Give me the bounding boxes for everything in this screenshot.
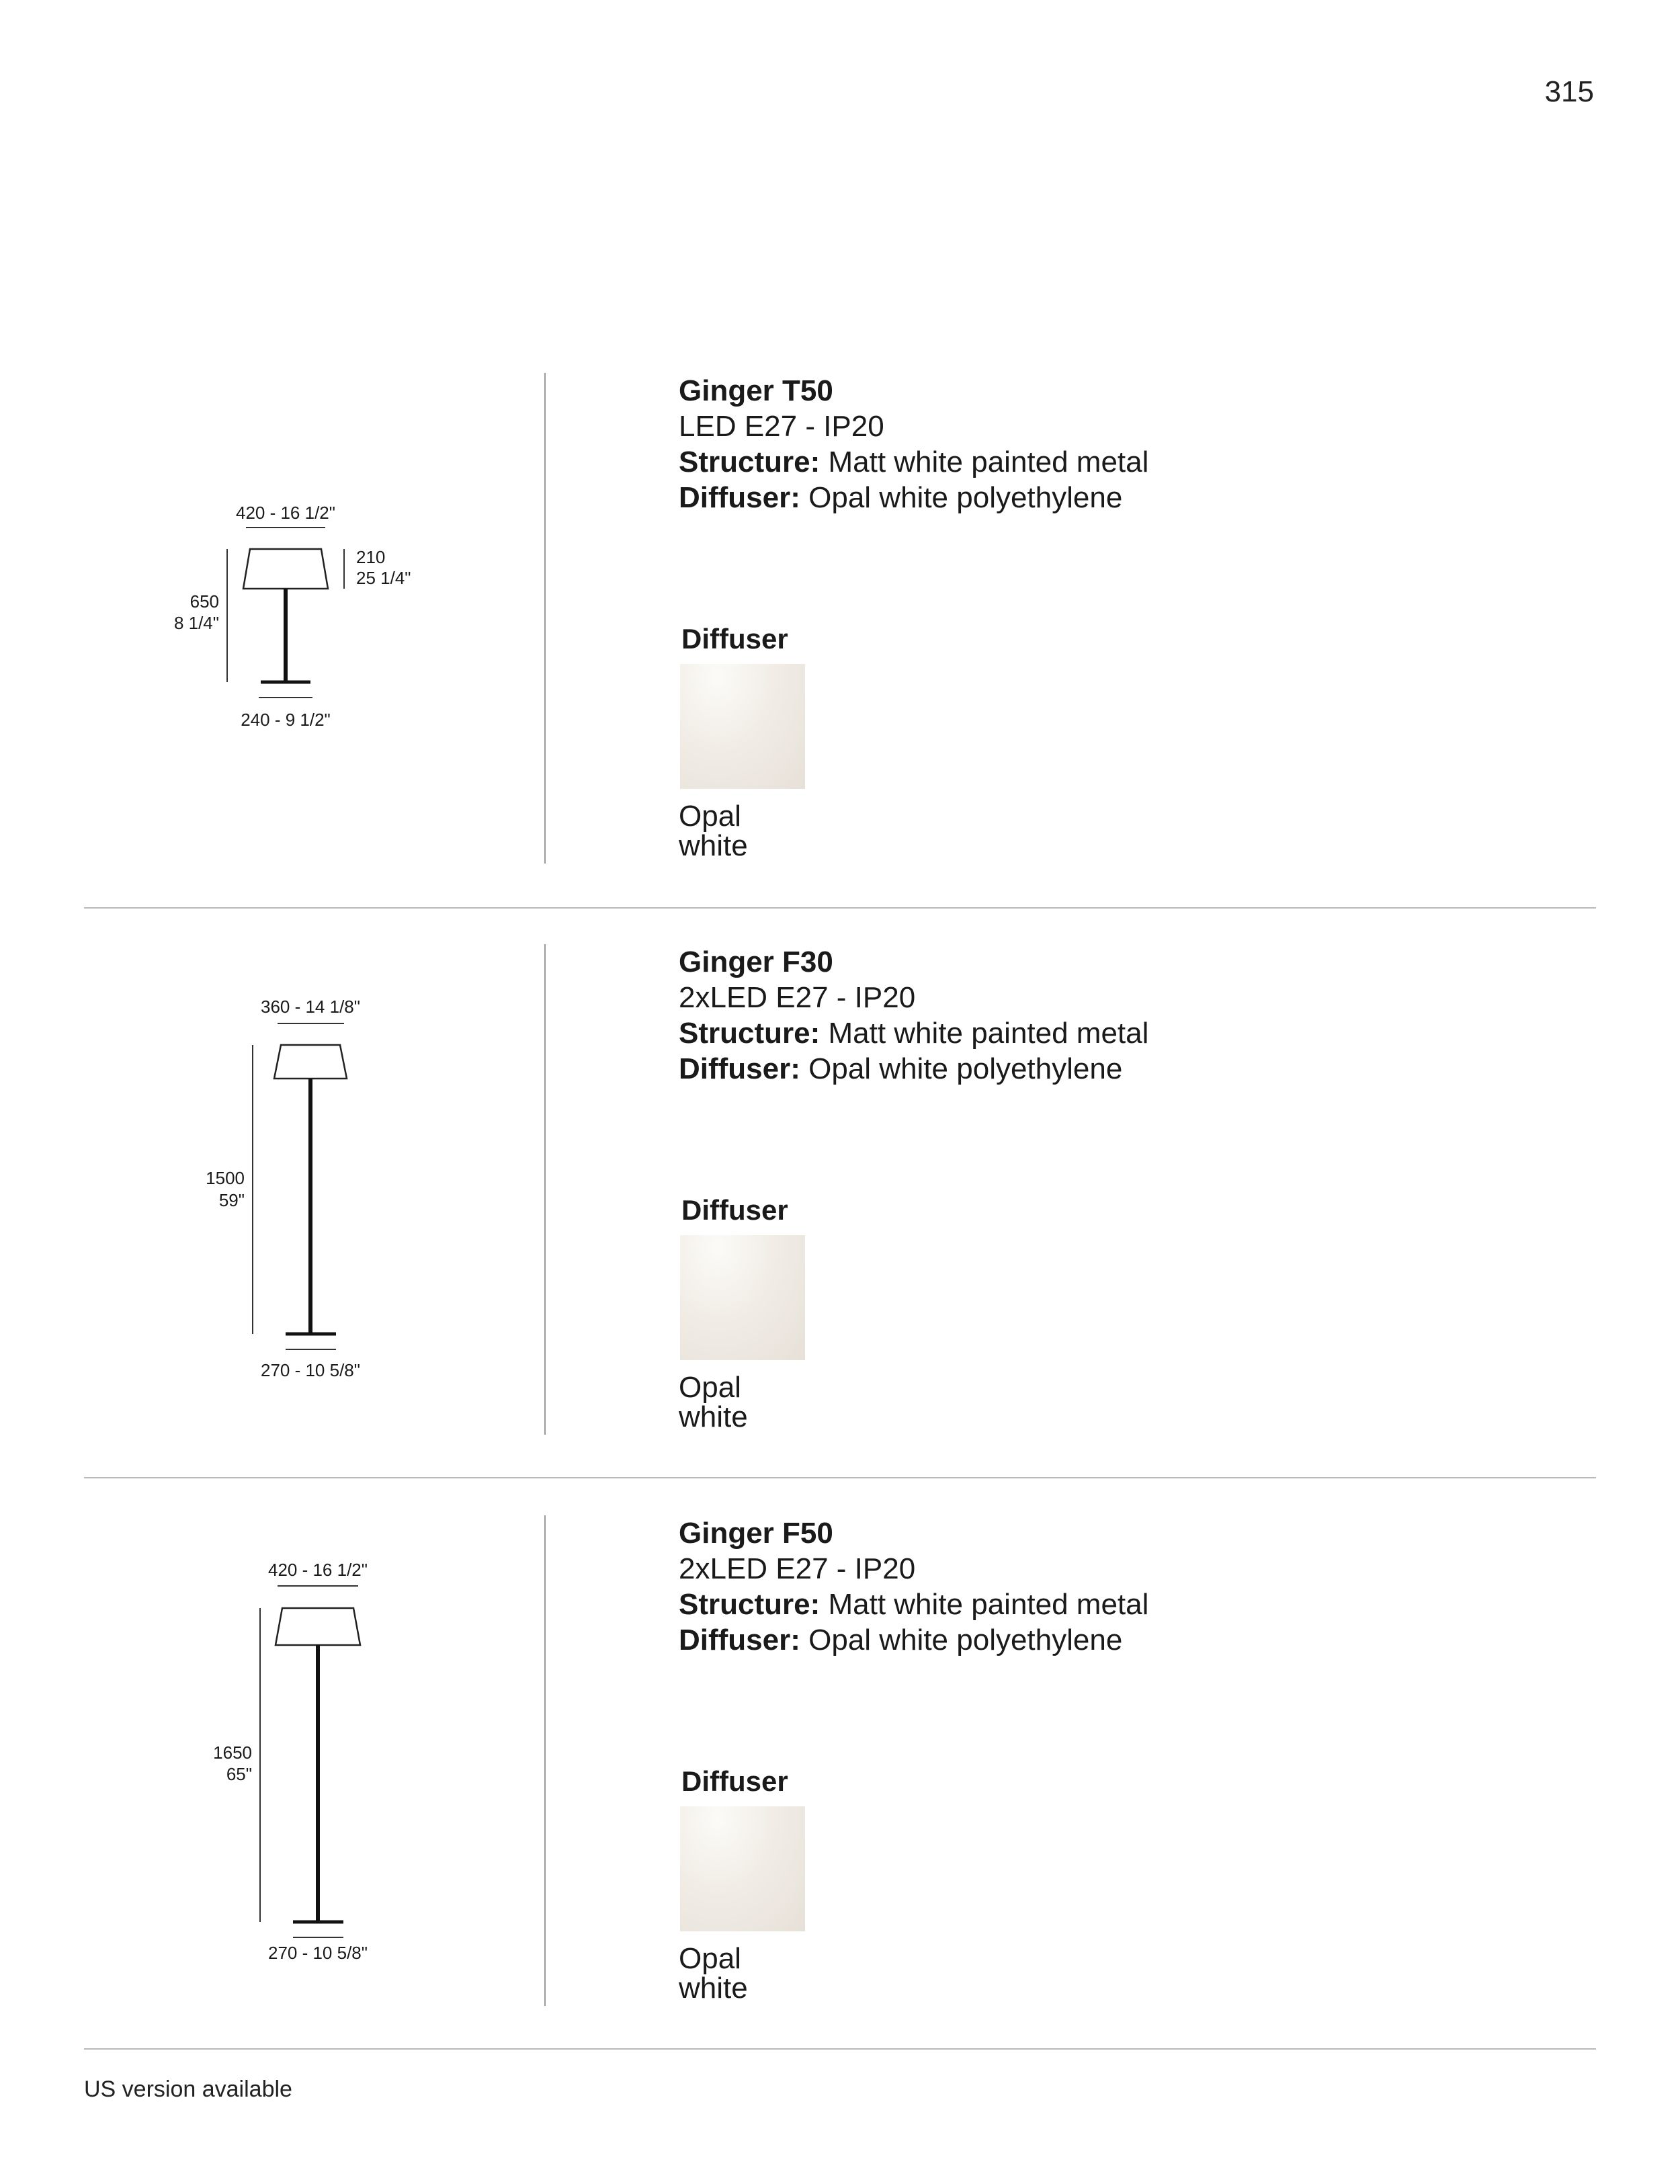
product-specs <box>679 373 1148 515</box>
lamp-shade <box>243 549 328 589</box>
product-name: Ginger F50 <box>679 1517 833 1550</box>
structure-value: Matt white painted metal <box>828 1588 1149 1621</box>
diffuser-label: Diffuser: <box>679 481 800 514</box>
dim-total-height-mm: 1500 <box>206 1168 245 1188</box>
diffuser-line <box>679 1622 1148 1658</box>
swatch-label-line2: white <box>679 1400 748 1433</box>
horizontal-divider <box>84 907 1596 909</box>
vertical-divider <box>544 944 546 1435</box>
dimension-drawing-f30 <box>0 944 538 1515</box>
diffuser-section-title: Diffuser <box>681 623 788 655</box>
dim-shade-height-mm: 210 <box>356 547 386 567</box>
diffuser-label: Diffuser: <box>679 1052 800 1085</box>
dim-shade-width: 420 - 16 1/2" <box>267 1560 368 1580</box>
swatch-label-line2: white <box>679 829 748 862</box>
diffuser-value: Opal white polyethylene <box>808 1052 1123 1085</box>
dimension-drawing-t50 <box>0 373 538 944</box>
footer-note: US version available <box>84 2076 292 2102</box>
structure-label: Structure: <box>679 446 821 478</box>
light-source: 2xLED E27 - IP20 <box>679 1552 916 1585</box>
dim-shade-height-in: 25 1/4" <box>356 568 411 588</box>
dim-total-height-mm: 1650 <box>213 1742 252 1763</box>
opal-white-swatch <box>680 664 805 789</box>
lamp-shade <box>274 1045 347 1079</box>
swatch-label-line1: Opal <box>679 800 741 833</box>
diffuser-value: Opal white polyethylene <box>808 481 1123 514</box>
dim-base-width: 270 - 10 5/8" <box>260 1360 361 1380</box>
dim-shade-width: 420 - 16 1/2" <box>235 503 336 523</box>
diffuser-value: Opal white polyethylene <box>808 1624 1123 1656</box>
swatch-label-line1: Opal <box>679 1371 741 1404</box>
light-source: LED E27 - IP20 <box>679 410 884 443</box>
dim-total-height-in: 8 1/4" <box>173 613 219 633</box>
product-name: Ginger T50 <box>679 374 833 407</box>
product-name: Ginger F30 <box>679 946 833 978</box>
horizontal-divider <box>84 2048 1596 2050</box>
swatch-label <box>679 1373 748 1432</box>
vertical-divider <box>544 1515 546 2006</box>
opal-white-swatch <box>680 1806 805 1931</box>
dim-total-height-in: 65" <box>226 1764 252 1784</box>
vertical-divider <box>544 373 546 864</box>
horizontal-divider <box>84 1477 1596 1478</box>
product-specs <box>679 944 1148 1087</box>
diffuser-line <box>679 480 1148 515</box>
structure-value: Matt white painted metal <box>828 446 1149 478</box>
diffuser-section-title: Diffuser <box>681 1194 788 1226</box>
swatch-label <box>679 802 748 861</box>
dim-total-height-mm: 650 <box>190 591 219 612</box>
structure-value: Matt white painted metal <box>828 1017 1149 1050</box>
page-number: 315 <box>1544 75 1594 108</box>
product-section-ginger-f30 <box>0 944 1680 1515</box>
diffuser-label: Diffuser: <box>679 1624 800 1656</box>
diffuser-section-title: Diffuser <box>681 1765 788 1797</box>
dimension-drawing-f50 <box>0 1515 538 2087</box>
lamp-shade <box>276 1608 360 1645</box>
structure-label: Structure: <box>679 1588 821 1621</box>
dim-base-width: 270 - 10 5/8" <box>267 1943 368 1963</box>
structure-line <box>679 444 1148 480</box>
product-specs <box>679 1515 1148 1658</box>
dim-total-height-in: 59" <box>218 1190 245 1210</box>
diffuser-line <box>679 1051 1148 1087</box>
swatch-label-line2: white <box>679 1972 748 2005</box>
product-section-ginger-t50 <box>0 373 1680 944</box>
dim-shade-width: 360 - 14 1/8" <box>260 997 361 1017</box>
product-section-ginger-f50 <box>0 1515 1680 2087</box>
structure-line <box>679 1015 1148 1051</box>
opal-white-swatch <box>680 1235 805 1360</box>
structure-label: Structure: <box>679 1017 821 1050</box>
swatch-label-line1: Opal <box>679 1942 741 1975</box>
light-source: 2xLED E27 - IP20 <box>679 981 916 1014</box>
swatch-label <box>679 1944 748 2003</box>
dim-base-width: 240 - 9 1/2" <box>241 710 331 730</box>
structure-line <box>679 1587 1148 1622</box>
